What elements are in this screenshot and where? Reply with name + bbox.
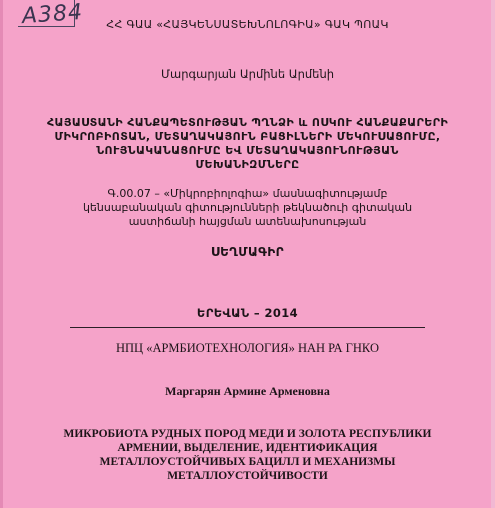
divider-rule xyxy=(70,327,425,328)
document-type-armenian: ՍԵՂՄԱԳԻՐ xyxy=(210,245,285,259)
title-russian-line-1: МИКРОБИОТА РУДНЫХ ПОРОД МЕДИ И ЗОЛОТА РЕСПУБЛИКИ xyxy=(63,428,432,440)
title-armenian-line-4: ՄԵԽԱՆԻԶՄՆԵՐԸ xyxy=(195,158,300,171)
author-armenian: Մարգարյան Արմինե Արմենի xyxy=(160,67,335,81)
author-russian: Маргарян Армине Арменовна xyxy=(165,384,330,398)
title-russian-line-3: МЕТАЛЛОУСТОЙЧИВЫХ БАЦИЛЛ И МЕХАНИЗМЫ xyxy=(99,456,396,468)
specialty-armenian-line-1: Գ.00.07 – «Միկրոբիոլոգիա» մասնագիտությամբ xyxy=(107,187,388,200)
title-russian-line-2: АРМЕНИИ, ВЫДЕЛЕНИЕ, ИДЕНТИФИКАЦИЯ xyxy=(117,442,378,454)
city-year-armenian: ԵՐԵՎԱՆ – 2014 xyxy=(196,306,299,320)
specialty-armenian-line-2: կենսաբանական գիտությունների թեկնածուի գիտական xyxy=(82,201,413,214)
specialty-armenian-line-3: աստիճանի հայցման ատենախոսության xyxy=(128,215,367,228)
institute-russian: НПЦ «АРМБИОТЕХНОЛОГИЯ» НАН РА ГНКО xyxy=(115,341,379,355)
handwritten-stamp: A384 xyxy=(21,0,84,30)
title-armenian-line-1: ՀԱՅԱՍՏԱՆԻ ՀԱՆՔԱՊԵՏՈՒԹՅԱՆ ՊՂՆՁԻ և ՈՍԿՈՒ ՀԱՆՔԱՔԱՐԵՐԻ xyxy=(46,116,449,129)
title-armenian-line-2: ՄԻԿՐՈԲԻՈՏԱՆ, ՄԵՏԱՂԱԿԱՅՈՒՆ ԲԱՑԻԼՆԵՐԻ ՄԵԿՈՒՍԱՑՈՒՄԸ, xyxy=(54,130,441,143)
title-russian-line-4: МЕТАЛЛОУСТОЙЧИВОСТИ xyxy=(167,470,328,482)
title-armenian-line-3: ՆՈՒՅՆԱԿԱՆԱՑՈՒՄԸ ԵՎ ՄԵՏԱՂԱԿԱՅՈՒՆՈՒԹՅԱՆ xyxy=(96,144,399,157)
institute-armenian: ՀՀ ԳԱԱ «ՀԱՅԿԵՆՍԱՏԵԽՆՈԼՈԳԻԱ» ԳԱԿ ՊՈԱԿ xyxy=(106,18,389,31)
